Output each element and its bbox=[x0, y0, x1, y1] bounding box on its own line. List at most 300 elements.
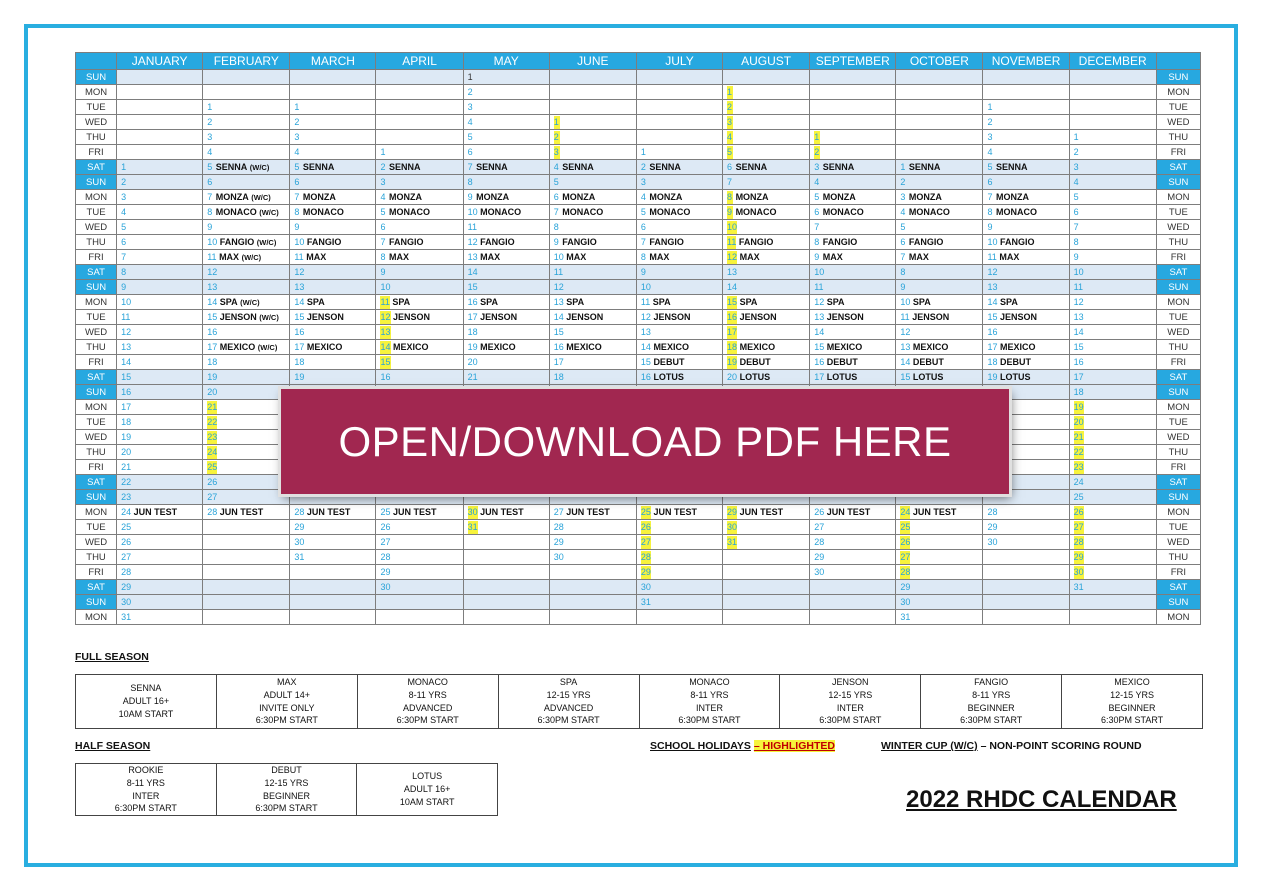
day-cell bbox=[463, 310, 549, 325]
date-number: 8 bbox=[553, 221, 559, 232]
day-cell bbox=[463, 175, 549, 190]
day-cell bbox=[636, 505, 722, 520]
day-cell bbox=[810, 250, 896, 265]
date-number: 12 bbox=[900, 326, 911, 337]
day-cell bbox=[896, 310, 983, 325]
day-cell bbox=[1069, 325, 1156, 340]
event-label: JUN TEST bbox=[480, 506, 524, 517]
class-info-cell bbox=[639, 675, 780, 729]
date-number: 9 bbox=[640, 266, 646, 277]
date-number: 3 bbox=[294, 131, 300, 142]
day-cell bbox=[896, 235, 983, 250]
day-cell bbox=[290, 160, 376, 175]
winter-cup-tag: (W/C) bbox=[241, 252, 262, 262]
day-cell bbox=[463, 610, 549, 625]
day-cell bbox=[983, 295, 1069, 310]
day-cell bbox=[549, 520, 636, 535]
weekday-label: MON bbox=[76, 190, 117, 205]
date-number: 6 bbox=[727, 161, 733, 172]
date-number: 6 bbox=[640, 221, 646, 232]
day-cell bbox=[203, 265, 290, 280]
weekday-label: SUN bbox=[1156, 175, 1200, 190]
class-detail: 6:30PM START bbox=[537, 715, 600, 726]
calendar-row bbox=[76, 340, 1201, 355]
day-cell bbox=[117, 160, 203, 175]
date-number: 15 bbox=[987, 311, 998, 322]
day-cell bbox=[636, 370, 722, 385]
day-cell bbox=[549, 595, 636, 610]
day-cell bbox=[810, 145, 896, 160]
day-cell bbox=[636, 115, 722, 130]
month-header: NOVEMBER bbox=[983, 53, 1069, 70]
day-cell bbox=[203, 490, 290, 505]
day-cell bbox=[117, 295, 203, 310]
date-number: 30 bbox=[640, 581, 651, 592]
day-cell bbox=[203, 280, 290, 295]
day-cell bbox=[203, 85, 290, 100]
date-number: 9 bbox=[987, 221, 993, 232]
day-cell bbox=[723, 250, 810, 265]
event-label: MONZA bbox=[562, 191, 596, 202]
date-number: 27 bbox=[553, 506, 564, 517]
month-header-row bbox=[76, 53, 1201, 70]
day-cell bbox=[463, 145, 549, 160]
day-cell bbox=[376, 250, 463, 265]
day-cell bbox=[290, 370, 376, 385]
weekday-label: SAT bbox=[76, 580, 117, 595]
weekday-label: THU bbox=[76, 445, 117, 460]
day-cell bbox=[810, 265, 896, 280]
calendar-title: 2022 RHDC CALENDAR bbox=[906, 786, 1177, 813]
day-cell bbox=[203, 160, 290, 175]
half-season-table bbox=[75, 763, 498, 816]
weekday-label: FRI bbox=[76, 460, 117, 475]
event-label: MONZA bbox=[476, 191, 510, 202]
day-cell bbox=[463, 220, 549, 235]
day-cell bbox=[983, 160, 1069, 175]
day-cell bbox=[376, 235, 463, 250]
date-number: 3 bbox=[1073, 161, 1079, 172]
event-label: JENSON bbox=[480, 311, 518, 322]
event-label: SENNA bbox=[908, 161, 941, 172]
date-number: 18 bbox=[121, 416, 132, 427]
weekday-label: TUE bbox=[76, 415, 117, 430]
day-cell bbox=[117, 550, 203, 565]
day-cell bbox=[810, 220, 896, 235]
event-label: FANGIO bbox=[738, 236, 774, 247]
event-label: FANGIO bbox=[389, 236, 424, 247]
weekday-label: FRI bbox=[76, 355, 117, 370]
day-cell bbox=[117, 235, 203, 250]
date-number: 3 bbox=[987, 131, 993, 142]
day-cell bbox=[1069, 190, 1156, 205]
day-cell bbox=[723, 85, 810, 100]
day-cell bbox=[549, 130, 636, 145]
day-cell bbox=[376, 325, 463, 340]
date-number: 2 bbox=[987, 116, 993, 127]
day-cell bbox=[203, 370, 290, 385]
class-name: MAX bbox=[277, 677, 297, 688]
date-number: 16 bbox=[467, 296, 478, 307]
class-detail: 10AM START bbox=[118, 708, 174, 719]
date-number: 10 bbox=[380, 281, 391, 292]
calendar-row bbox=[76, 610, 1201, 625]
class-name: SPA bbox=[559, 677, 578, 688]
event-label: SENNA bbox=[302, 161, 335, 172]
date-number: 2 bbox=[900, 176, 906, 187]
day-cell bbox=[117, 490, 203, 505]
wintercup-label: WINTER CUP (W/C) bbox=[881, 740, 978, 752]
event-label: SENNA bbox=[995, 161, 1028, 172]
day-cell bbox=[636, 175, 722, 190]
weekday-label: SAT bbox=[76, 475, 117, 490]
day-cell bbox=[810, 595, 896, 610]
date-number: 15 bbox=[640, 356, 651, 367]
day-cell bbox=[203, 145, 290, 160]
event-label: SPA bbox=[739, 296, 758, 307]
event-label: DEBUT bbox=[653, 356, 685, 367]
day-cell bbox=[896, 325, 983, 340]
day-cell bbox=[463, 580, 549, 595]
day-cell bbox=[1069, 160, 1156, 175]
day-cell bbox=[723, 550, 810, 565]
day-cell bbox=[549, 235, 636, 250]
day-cell bbox=[636, 160, 722, 175]
day-cell bbox=[810, 520, 896, 535]
weekday-label: THU bbox=[1156, 550, 1200, 565]
date-number: 20 bbox=[121, 446, 132, 457]
weekday-label: WED bbox=[76, 220, 117, 235]
date-number: 23 bbox=[121, 491, 132, 502]
day-cell bbox=[549, 310, 636, 325]
date-number: 10 bbox=[467, 206, 478, 217]
day-cell bbox=[723, 565, 810, 580]
date-number: 8 bbox=[121, 266, 127, 277]
weekday-label: WED bbox=[1156, 220, 1200, 235]
date-number: 10 bbox=[814, 266, 825, 277]
day-cell bbox=[290, 310, 376, 325]
day-cell bbox=[810, 280, 896, 295]
date-number: 2 bbox=[814, 146, 820, 157]
date-number: 29 bbox=[380, 566, 391, 577]
date-number: 15 bbox=[380, 356, 391, 367]
date-number: 21 bbox=[207, 401, 218, 412]
class-detail: BEGINNER bbox=[1108, 702, 1156, 713]
date-number: 24 bbox=[207, 446, 218, 457]
weekday-label: MON bbox=[1156, 610, 1200, 625]
class-detail: BEGINNER bbox=[967, 702, 1015, 713]
day-cell bbox=[983, 235, 1069, 250]
day-cell bbox=[376, 280, 463, 295]
date-number: 31 bbox=[727, 536, 738, 547]
date-number: 13 bbox=[294, 281, 305, 292]
calendar-row bbox=[76, 310, 1201, 325]
day-cell bbox=[549, 70, 636, 85]
day-cell bbox=[203, 205, 290, 220]
date-number: 10 bbox=[987, 236, 998, 247]
day-cell bbox=[810, 160, 896, 175]
winter-cup-tag: (W/C) bbox=[249, 162, 270, 172]
day-cell bbox=[203, 430, 290, 445]
event-label: MONZA bbox=[302, 191, 336, 202]
day-cell bbox=[810, 580, 896, 595]
date-number: 7 bbox=[380, 236, 386, 247]
date-number: 21 bbox=[1073, 431, 1084, 442]
calendar-row bbox=[76, 505, 1201, 520]
date-number: 30 bbox=[727, 521, 738, 532]
day-cell bbox=[117, 400, 203, 415]
day-cell bbox=[983, 340, 1069, 355]
day-cell bbox=[549, 610, 636, 625]
date-number: 15 bbox=[553, 326, 564, 337]
day-cell bbox=[810, 70, 896, 85]
date-number: 4 bbox=[121, 206, 127, 217]
day-cell bbox=[1069, 130, 1156, 145]
event-label: SPA bbox=[306, 296, 325, 307]
day-cell bbox=[983, 310, 1069, 325]
event-label: LOTUS bbox=[826, 371, 858, 382]
event-label: SPA bbox=[1000, 296, 1018, 307]
date-number: 14 bbox=[467, 266, 478, 277]
weekday-label: MON bbox=[76, 610, 117, 625]
date-number: 17 bbox=[814, 371, 825, 382]
weekday-label: MON bbox=[1156, 190, 1200, 205]
class-detail: 8-11 YRS bbox=[126, 777, 165, 788]
day-cell bbox=[723, 355, 810, 370]
date-number: 3 bbox=[121, 191, 127, 202]
date-number: 17 bbox=[207, 341, 218, 352]
date-number: 13 bbox=[380, 326, 391, 337]
day-cell bbox=[810, 610, 896, 625]
date-number: 4 bbox=[553, 161, 559, 172]
day-cell bbox=[896, 550, 983, 565]
day-cell bbox=[290, 250, 376, 265]
day-cell bbox=[290, 340, 376, 355]
weekday-label: SUN bbox=[76, 70, 117, 85]
day-cell bbox=[636, 310, 722, 325]
event-label: DEBUT bbox=[826, 356, 858, 367]
calendar-row bbox=[76, 145, 1201, 160]
date-number: 12 bbox=[553, 281, 564, 292]
date-number: 22 bbox=[121, 476, 132, 487]
wintercup-value: – NON-POINT SCORING ROUND bbox=[980, 740, 1142, 752]
calendar-row bbox=[76, 535, 1201, 550]
day-cell bbox=[896, 220, 983, 235]
event-label: MAX bbox=[566, 251, 587, 262]
event-label: MONACO bbox=[649, 206, 691, 217]
day-cell bbox=[1069, 490, 1156, 505]
day-cell bbox=[983, 550, 1069, 565]
event-label: MONZA bbox=[215, 191, 249, 202]
day-cell bbox=[117, 415, 203, 430]
event-label: MEXICO bbox=[566, 341, 602, 352]
day-cell bbox=[290, 100, 376, 115]
day-cell bbox=[290, 280, 376, 295]
event-label: SPA bbox=[652, 296, 671, 307]
day-cell bbox=[290, 595, 376, 610]
winter-cup-tag: (W/C) bbox=[240, 297, 260, 307]
date-number: 25 bbox=[1073, 491, 1084, 502]
winter-cup-legend bbox=[881, 740, 1142, 752]
event-label: FANGIO bbox=[562, 236, 597, 247]
day-cell bbox=[290, 325, 376, 340]
day-cell bbox=[549, 175, 636, 190]
day-cell bbox=[896, 610, 983, 625]
class-detail: 12-15 YRS bbox=[546, 689, 591, 700]
date-number: 5 bbox=[294, 161, 300, 172]
date-number: 28 bbox=[553, 521, 564, 532]
date-number: 30 bbox=[814, 566, 825, 577]
day-cell bbox=[463, 520, 549, 535]
date-number: 19 bbox=[121, 431, 132, 442]
date-number: 16 bbox=[121, 386, 132, 397]
day-cell bbox=[549, 160, 636, 175]
day-cell bbox=[117, 610, 203, 625]
weekday-label: WED bbox=[1156, 115, 1200, 130]
event-label: MONACO bbox=[562, 206, 604, 217]
event-label: DEBUT bbox=[1000, 356, 1031, 367]
calendar-row bbox=[76, 295, 1201, 310]
day-cell bbox=[290, 70, 376, 85]
date-number: 8 bbox=[1073, 236, 1079, 247]
date-number: 1 bbox=[294, 101, 300, 112]
date-number: 16 bbox=[727, 311, 738, 322]
day-cell bbox=[983, 580, 1069, 595]
date-number: 18 bbox=[207, 356, 218, 367]
day-cell bbox=[290, 115, 376, 130]
class-detail: ADVANCED bbox=[543, 702, 594, 713]
date-number: 7 bbox=[727, 176, 733, 187]
weekday-label: TUE bbox=[1156, 310, 1200, 325]
date-number: 14 bbox=[640, 341, 651, 352]
date-number: 2 bbox=[640, 161, 646, 172]
date-number: 15 bbox=[121, 371, 132, 382]
download-pdf-button[interactable]: OPEN/DOWNLOAD PDF HERE bbox=[281, 389, 1009, 494]
event-label: MONZA bbox=[735, 191, 769, 202]
day-cell bbox=[376, 370, 463, 385]
date-number: 5 bbox=[900, 221, 906, 232]
date-number: 30 bbox=[121, 596, 132, 607]
date-number: 26 bbox=[900, 536, 911, 547]
day-cell bbox=[1069, 85, 1156, 100]
date-number: 12 bbox=[121, 326, 132, 337]
day-cell bbox=[549, 280, 636, 295]
date-number: 16 bbox=[380, 371, 391, 382]
date-number: 23 bbox=[1073, 461, 1084, 472]
event-label: MAX bbox=[822, 251, 843, 262]
date-number: 29 bbox=[1073, 551, 1084, 562]
day-cell bbox=[723, 175, 810, 190]
month-header: MARCH bbox=[290, 53, 376, 70]
day-cell bbox=[203, 445, 290, 460]
date-number: 3 bbox=[727, 116, 733, 127]
day-cell bbox=[1069, 280, 1156, 295]
date-number: 7 bbox=[467, 161, 473, 172]
day-cell bbox=[636, 130, 722, 145]
date-number: 12 bbox=[294, 266, 305, 277]
day-cell bbox=[203, 325, 290, 340]
class-detail: ADULT 16+ bbox=[403, 784, 451, 795]
date-number: 14 bbox=[1073, 326, 1084, 337]
date-number: 19 bbox=[1073, 401, 1084, 412]
date-number: 17 bbox=[553, 356, 564, 367]
day-cell bbox=[810, 370, 896, 385]
date-number: 28 bbox=[900, 566, 911, 577]
day-cell bbox=[203, 505, 290, 520]
day-cell bbox=[117, 475, 203, 490]
day-cell bbox=[203, 520, 290, 535]
date-number: 21 bbox=[121, 461, 132, 472]
day-cell bbox=[810, 505, 896, 520]
day-cell bbox=[896, 85, 983, 100]
day-cell bbox=[549, 295, 636, 310]
day-cell bbox=[983, 355, 1069, 370]
event-label: MAX bbox=[219, 251, 240, 262]
day-cell bbox=[203, 175, 290, 190]
date-number: 19 bbox=[727, 356, 738, 367]
school-holidays-legend bbox=[650, 740, 835, 752]
day-cell bbox=[117, 445, 203, 460]
event-label: MAX bbox=[649, 251, 670, 262]
calendar-row bbox=[76, 235, 1201, 250]
date-number: 6 bbox=[1073, 206, 1079, 217]
date-number: 7 bbox=[1073, 221, 1079, 232]
event-label: MAX bbox=[480, 251, 501, 262]
weekday-label: SAT bbox=[76, 160, 117, 175]
date-number: 26 bbox=[121, 536, 132, 547]
event-label: JUN TEST bbox=[566, 506, 610, 517]
day-cell bbox=[896, 280, 983, 295]
day-cell bbox=[636, 280, 722, 295]
date-number: 28 bbox=[294, 506, 305, 517]
corner-cell bbox=[1156, 53, 1200, 70]
date-number: 21 bbox=[467, 371, 478, 382]
day-cell bbox=[463, 595, 549, 610]
date-number: 9 bbox=[900, 281, 906, 292]
day-cell bbox=[203, 460, 290, 475]
class-name: DEBUT bbox=[271, 765, 302, 776]
date-number: 8 bbox=[294, 206, 300, 217]
day-cell bbox=[117, 145, 203, 160]
day-cell bbox=[376, 100, 463, 115]
holidays-value: – HIGHLIGHTED bbox=[753, 740, 835, 752]
date-number: 27 bbox=[1073, 521, 1084, 532]
date-number: 25 bbox=[380, 506, 391, 517]
day-cell bbox=[983, 220, 1069, 235]
day-cell bbox=[896, 115, 983, 130]
day-cell bbox=[896, 355, 983, 370]
event-label: MAX bbox=[908, 251, 929, 262]
date-number: 28 bbox=[987, 506, 998, 517]
day-cell bbox=[983, 370, 1069, 385]
date-number: 10 bbox=[207, 236, 218, 247]
weekday-label: TUE bbox=[76, 520, 117, 535]
day-cell bbox=[290, 610, 376, 625]
date-number: 7 bbox=[207, 191, 213, 202]
date-number: 28 bbox=[121, 566, 132, 577]
day-cell bbox=[1069, 145, 1156, 160]
date-number: 31 bbox=[640, 596, 651, 607]
day-cell bbox=[896, 580, 983, 595]
day-cell bbox=[376, 220, 463, 235]
date-number: 16 bbox=[1073, 356, 1084, 367]
winter-cup-tag: (W/C) bbox=[259, 312, 279, 322]
event-label: JUN TEST bbox=[133, 506, 178, 517]
event-label: SENNA bbox=[389, 161, 421, 172]
event-label: MONACO bbox=[822, 206, 864, 217]
day-cell bbox=[463, 550, 549, 565]
weekday-label: WED bbox=[1156, 325, 1200, 340]
